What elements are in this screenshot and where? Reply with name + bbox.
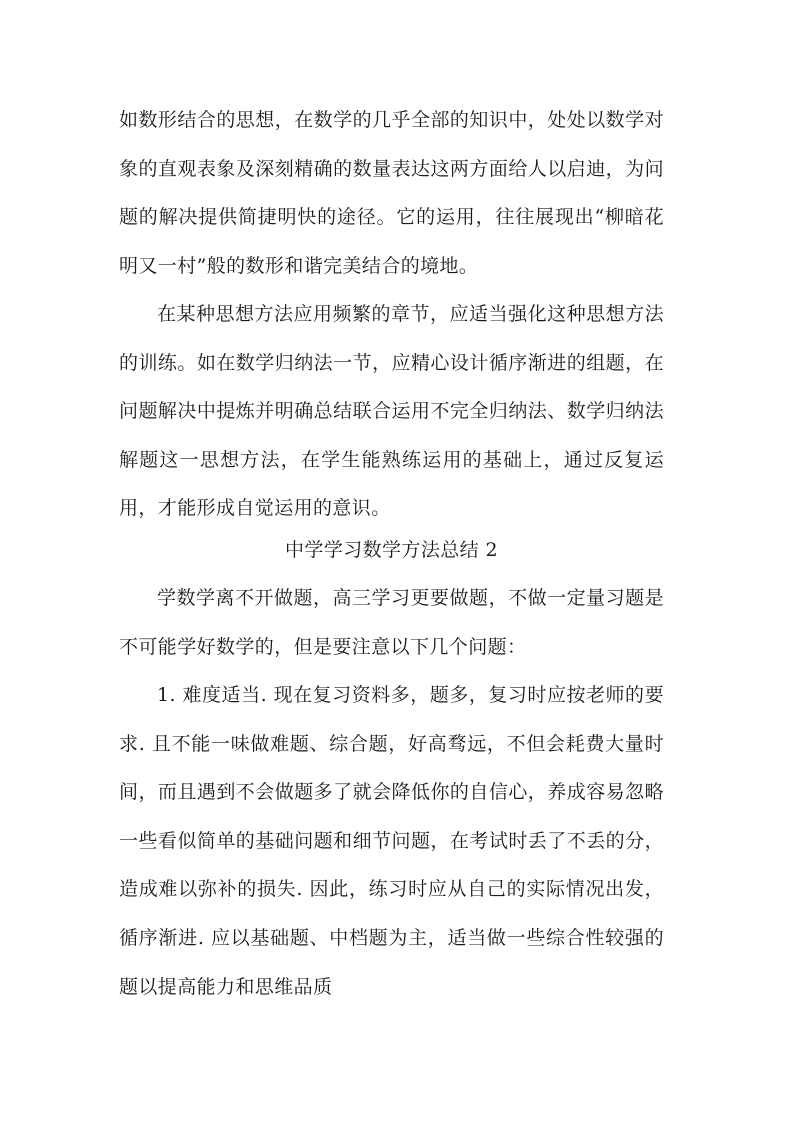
paragraph-method-training: 在某种思想方法应用频繁的章节，应适当强化这种思想方法的训练。如在数学归纳法一节，应精心设计循序渐进的组题，在问题解决中提炼并明确总结联合运用不完全归纳法、数学归纳法解题这一思想方法，在学生能熟练运用的基础上，通过反复运用，才能形成自觉运用的意识。	[119, 303, 664, 520]
paragraph-practice-intro: 学数学离不开做题，高三学习更要做题，不做一定量习题是不可能学好数学的，但是要注意以下几个问题：	[119, 587, 664, 658]
section-heading: 中学学习数学方法总结 2	[285, 539, 498, 561]
paragraph-difficulty-point: 1. 难度适当. 现在复习资料多，题多，复习时应按老师的要求. 且不能一味做难题、综合题，好高骛远，不但会耗费大量时间，而且遇到不会做题多了就会降低你的自信心，养成容易忽略一些看似简单的基础问题和细节问题，在考试时丢了不丢的分，造成难以弥补的损失. 因此，练习时应从自己的实际情况出发，循序渐进. 应以基础题、中档题为主，适当做一些综合性较强的题以提高能力和思维品质	[119, 684, 664, 998]
paragraph-number-shape-combination: 如数形结合的思想，在数学的几乎全部的知识中，处处以数学对象的直观表象及深刻精确的数量表达这两方面给人以启迪，为问题的解决提供简捷明快的途径。它的运用，往往展现出“柳暗花明又一村”般的数形和谐完美结合的境地。	[119, 109, 664, 277]
